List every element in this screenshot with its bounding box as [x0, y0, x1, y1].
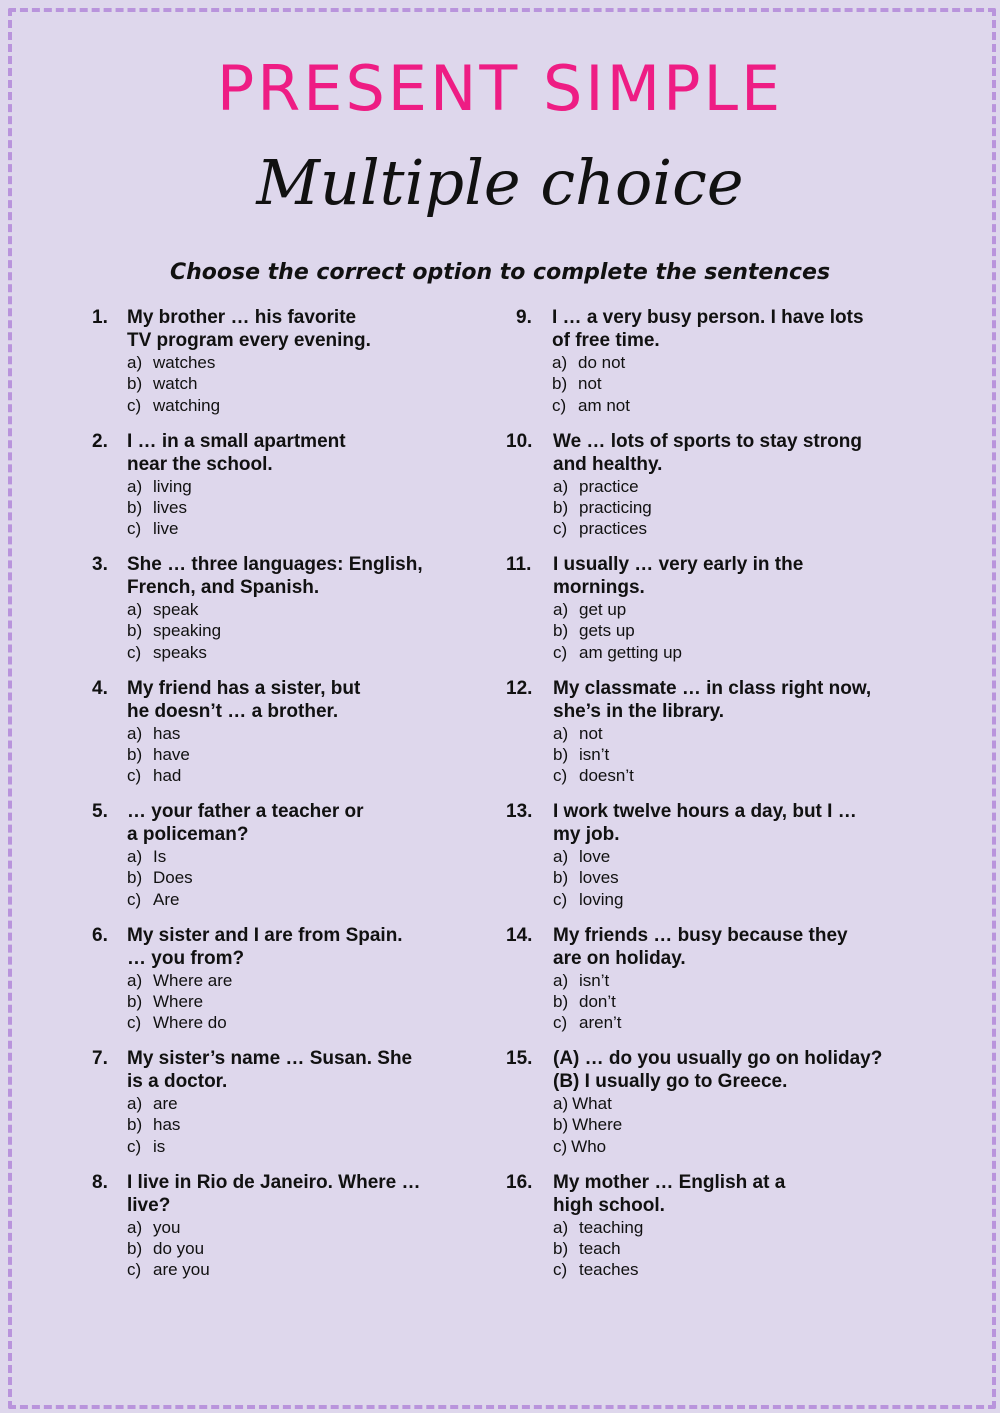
option-letter: a) [553, 1094, 569, 1113]
answer-option[interactable] [127, 970, 403, 991]
answer-options [127, 723, 360, 787]
answer-option[interactable] [127, 518, 346, 539]
option-text: practices [579, 519, 648, 539]
question-text: (A) … do you usually go on holiday? (B) I usually go to Greece. [553, 1048, 883, 1092]
question-item [506, 553, 926, 677]
option-text: teaches [579, 1260, 639, 1280]
answer-option[interactable] [553, 476, 862, 497]
option-letter: a) [553, 847, 569, 866]
question-item [92, 553, 492, 677]
answer-option[interactable] [127, 620, 423, 641]
question-text: My sister and I are from Spain. … you from? [127, 924, 403, 969]
option-text: What [572, 1094, 612, 1113]
answer-option[interactable] [553, 991, 848, 1012]
answer-options [127, 970, 403, 1034]
answer-option[interactable] [553, 846, 857, 867]
option-letter: b) [553, 991, 569, 1011]
question-text: My friend has a sister, but he doesn’t … a brother. [127, 677, 361, 722]
question-item [506, 306, 926, 430]
option-text: watching [153, 395, 221, 415]
question-text: My friends … busy because they are on holiday. [553, 924, 848, 969]
answer-option[interactable] [552, 395, 864, 416]
option-letter: a) [552, 353, 568, 372]
answer-option[interactable] [553, 723, 871, 744]
option-text: aren’t [579, 1013, 622, 1033]
answer-option[interactable] [553, 497, 862, 518]
option-text: Are [153, 889, 180, 909]
answer-option[interactable] [553, 1259, 785, 1280]
answer-option[interactable] [553, 867, 857, 888]
option-letter: a) [553, 600, 569, 619]
option-letter: b) [127, 744, 143, 764]
question-number: 3. [92, 554, 108, 575]
answer-option[interactable] [553, 744, 871, 765]
answer-options [553, 1217, 785, 1281]
question-item [92, 800, 492, 924]
answer-option[interactable] [553, 518, 862, 539]
option-letter: b) [553, 497, 569, 517]
option-letter: a) [127, 970, 143, 990]
option-letter: a) [127, 1217, 143, 1237]
answer-option[interactable] [127, 1217, 421, 1238]
answer-option[interactable] [127, 867, 364, 888]
question-item [92, 1047, 492, 1171]
option-text: doesn’t [579, 766, 634, 786]
question-number: 13. [506, 801, 533, 822]
option-letter: b) [553, 1115, 569, 1135]
question-number: 10. [506, 430, 533, 452]
option-text: speaking [153, 621, 222, 641]
option-letter: a) [127, 1094, 143, 1113]
answer-option[interactable] [127, 642, 423, 663]
option-text: practicing [579, 497, 652, 517]
question-number: 6. [92, 924, 108, 946]
question-item [506, 677, 926, 801]
answer-option[interactable] [127, 889, 364, 910]
question-text: I … a very busy person. I have lots of free time. [552, 307, 864, 351]
answer-option[interactable] [127, 599, 423, 620]
option-text: watches [153, 353, 216, 372]
question-item [92, 430, 492, 554]
option-text: Where do [153, 1013, 227, 1033]
option-text: teaching [579, 1217, 644, 1237]
answer-option[interactable] [127, 1136, 412, 1157]
option-letter: c) [127, 519, 142, 539]
option-text: Where [572, 1115, 623, 1135]
option-letter: c) [552, 395, 567, 415]
option-text: isn’t [579, 970, 610, 990]
answer-option[interactable] [127, 1114, 412, 1135]
option-text: do you [153, 1238, 205, 1258]
answer-option[interactable] [553, 1217, 785, 1238]
option-letter: c) [553, 1260, 568, 1280]
question-text: My classmate … in class right now, she’s in the library. [553, 677, 872, 722]
option-letter: c) [553, 766, 568, 786]
right-question-column [506, 306, 926, 1294]
option-text: isn’t [579, 744, 610, 764]
answer-option[interactable] [553, 970, 848, 991]
left-question-column [92, 306, 492, 1294]
option-text: teach [579, 1238, 621, 1258]
answer-option[interactable] [553, 889, 857, 910]
question-item [506, 1171, 926, 1295]
answer-options [127, 1217, 421, 1281]
answer-option[interactable] [553, 1136, 882, 1157]
option-letter: b) [552, 374, 568, 394]
question-text: We … lots of sports to stay strong and healthy. [553, 430, 862, 475]
answer-option[interactable] [553, 1093, 882, 1114]
answer-option[interactable] [553, 599, 803, 620]
option-text: are you [153, 1260, 210, 1280]
question-number: 16. [506, 1171, 533, 1193]
answer-option[interactable] [127, 1093, 412, 1114]
answer-option[interactable] [553, 642, 803, 663]
question-text: I usually … very early in the mornings. [553, 554, 804, 598]
answer-option[interactable] [553, 1114, 882, 1135]
question-item [92, 924, 492, 1048]
option-text: Does [153, 868, 193, 888]
option-text: have [153, 744, 190, 764]
option-letter: a) [127, 476, 143, 496]
answer-option[interactable] [553, 1012, 848, 1033]
question-text: My sister’s name … Susan. She is a doctor. [127, 1048, 413, 1092]
answer-options [127, 352, 371, 416]
option-text: living [153, 476, 192, 496]
option-text: you [153, 1217, 181, 1237]
answer-option[interactable] [553, 765, 871, 786]
answer-option[interactable] [127, 497, 346, 518]
question-number: 14. [506, 924, 533, 946]
option-text: speaks [153, 642, 207, 662]
option-text: watch [153, 374, 198, 394]
answer-option[interactable] [127, 373, 371, 394]
answer-options [553, 970, 848, 1034]
option-text: loves [579, 868, 619, 888]
answer-option[interactable] [553, 620, 803, 641]
option-letter: b) [553, 621, 569, 641]
option-letter: b) [127, 1115, 143, 1135]
question-text: I … in a small apartment near the school. [127, 430, 346, 475]
option-letter: c) [127, 1013, 142, 1033]
question-number: 2. [92, 430, 108, 452]
question-number: 12. [506, 677, 533, 699]
option-letter: b) [127, 374, 143, 394]
answer-options [127, 846, 364, 910]
option-letter: c) [127, 766, 142, 786]
answer-option[interactable] [127, 846, 364, 867]
question-number: 9. [516, 307, 532, 328]
option-text: are [153, 1094, 178, 1113]
answer-options [553, 846, 857, 910]
option-letter: b) [127, 991, 143, 1011]
option-letter: b) [127, 1238, 143, 1258]
option-letter: c) [127, 889, 142, 909]
question-item [506, 1047, 926, 1171]
option-text: lives [153, 497, 188, 517]
option-letter: a) [127, 723, 143, 743]
question-number: 4. [92, 677, 108, 699]
option-text: not [579, 723, 603, 743]
answer-options [553, 1093, 882, 1157]
question-number: 15. [506, 1048, 533, 1069]
answer-options [553, 723, 871, 787]
option-text: not [578, 374, 602, 394]
answer-option[interactable] [552, 352, 864, 373]
option-text: has [153, 723, 181, 743]
question-text: I work twelve hours a day, but I … my job. [553, 801, 857, 845]
option-text: am not [578, 395, 630, 415]
option-text: has [153, 1115, 181, 1135]
question-item [506, 924, 926, 1048]
option-text: speak [153, 600, 199, 619]
option-letter: a) [127, 600, 143, 619]
question-text: My brother … his favorite TV program every evening. [127, 307, 371, 351]
option-text: Where are [153, 970, 233, 990]
option-text: gets up [579, 621, 635, 641]
question-number: 7. [92, 1048, 108, 1069]
question-item [92, 306, 492, 430]
answer-option[interactable] [127, 765, 360, 786]
option-text: practice [579, 476, 639, 496]
option-letter: c) [127, 1136, 142, 1156]
question-number: 8. [92, 1171, 108, 1193]
option-letter: b) [553, 868, 569, 888]
question-item [506, 800, 926, 924]
page-title: PRESENT SIMPLE [216, 52, 784, 125]
option-text: Is [153, 847, 167, 866]
page-subtitle: Multiple choice [256, 146, 744, 219]
option-letter: a) [553, 1217, 569, 1237]
question-item [92, 677, 492, 801]
option-letter: c) [127, 642, 142, 662]
option-text: live [153, 519, 179, 539]
option-letter: a) [553, 970, 569, 990]
option-letter: b) [553, 1238, 569, 1258]
option-letter: a) [553, 476, 569, 496]
answer-options [552, 352, 864, 416]
answer-option[interactable] [127, 1012, 403, 1033]
answer-option[interactable] [127, 395, 371, 416]
answer-options [553, 476, 862, 540]
question-number: 5. [92, 801, 108, 822]
option-text: had [153, 766, 182, 786]
option-text: loving [579, 889, 624, 909]
option-letter: b) [127, 497, 143, 517]
option-letter: c) [553, 1013, 568, 1033]
answer-option[interactable] [127, 723, 360, 744]
question-text: My mother … English at a high school. [553, 1171, 786, 1216]
option-letter: a) [127, 847, 143, 866]
answer-option[interactable] [553, 1238, 785, 1259]
question-text: I live in Rio de Janeiro. Where … live? [127, 1171, 421, 1216]
option-text: Who [571, 1136, 607, 1156]
answer-option[interactable] [552, 373, 864, 394]
option-text: do not [578, 353, 626, 372]
answer-option[interactable] [127, 744, 360, 765]
option-letter: c) [553, 519, 568, 539]
answer-option[interactable] [127, 991, 403, 1012]
option-text: love [579, 847, 611, 866]
answer-option[interactable] [127, 476, 346, 497]
answer-option[interactable] [127, 1259, 421, 1280]
option-text: don’t [579, 991, 616, 1011]
option-text: get up [579, 600, 627, 619]
instruction-text: Choose the correct option to complete the sentences [169, 260, 831, 285]
question-item [506, 430, 926, 554]
option-letter: a) [553, 723, 569, 743]
option-letter: b) [127, 868, 143, 888]
question-number: 1. [92, 307, 108, 328]
answer-option[interactable] [127, 352, 371, 373]
option-letter: c) [553, 889, 568, 909]
option-letter: b) [127, 621, 143, 641]
option-letter: c) [553, 1136, 568, 1156]
option-text: am getting up [579, 642, 683, 662]
option-letter: c) [553, 642, 568, 662]
answer-options [553, 599, 803, 663]
option-letter: a) [127, 353, 143, 372]
question-number: 11. [506, 554, 532, 575]
option-text: Where [153, 991, 204, 1011]
question-text: She … three languages: English, French, and Spanish. [127, 554, 423, 598]
question-text: … your father a teacher or a policeman? [127, 801, 364, 845]
option-letter: b) [553, 744, 569, 764]
answer-option[interactable] [127, 1238, 421, 1259]
answer-options [127, 599, 423, 663]
question-item [92, 1171, 492, 1295]
option-letter: c) [127, 395, 142, 415]
answer-options [127, 1093, 412, 1157]
answer-options [127, 476, 346, 540]
option-text: is [153, 1136, 166, 1156]
option-letter: c) [127, 1260, 142, 1280]
